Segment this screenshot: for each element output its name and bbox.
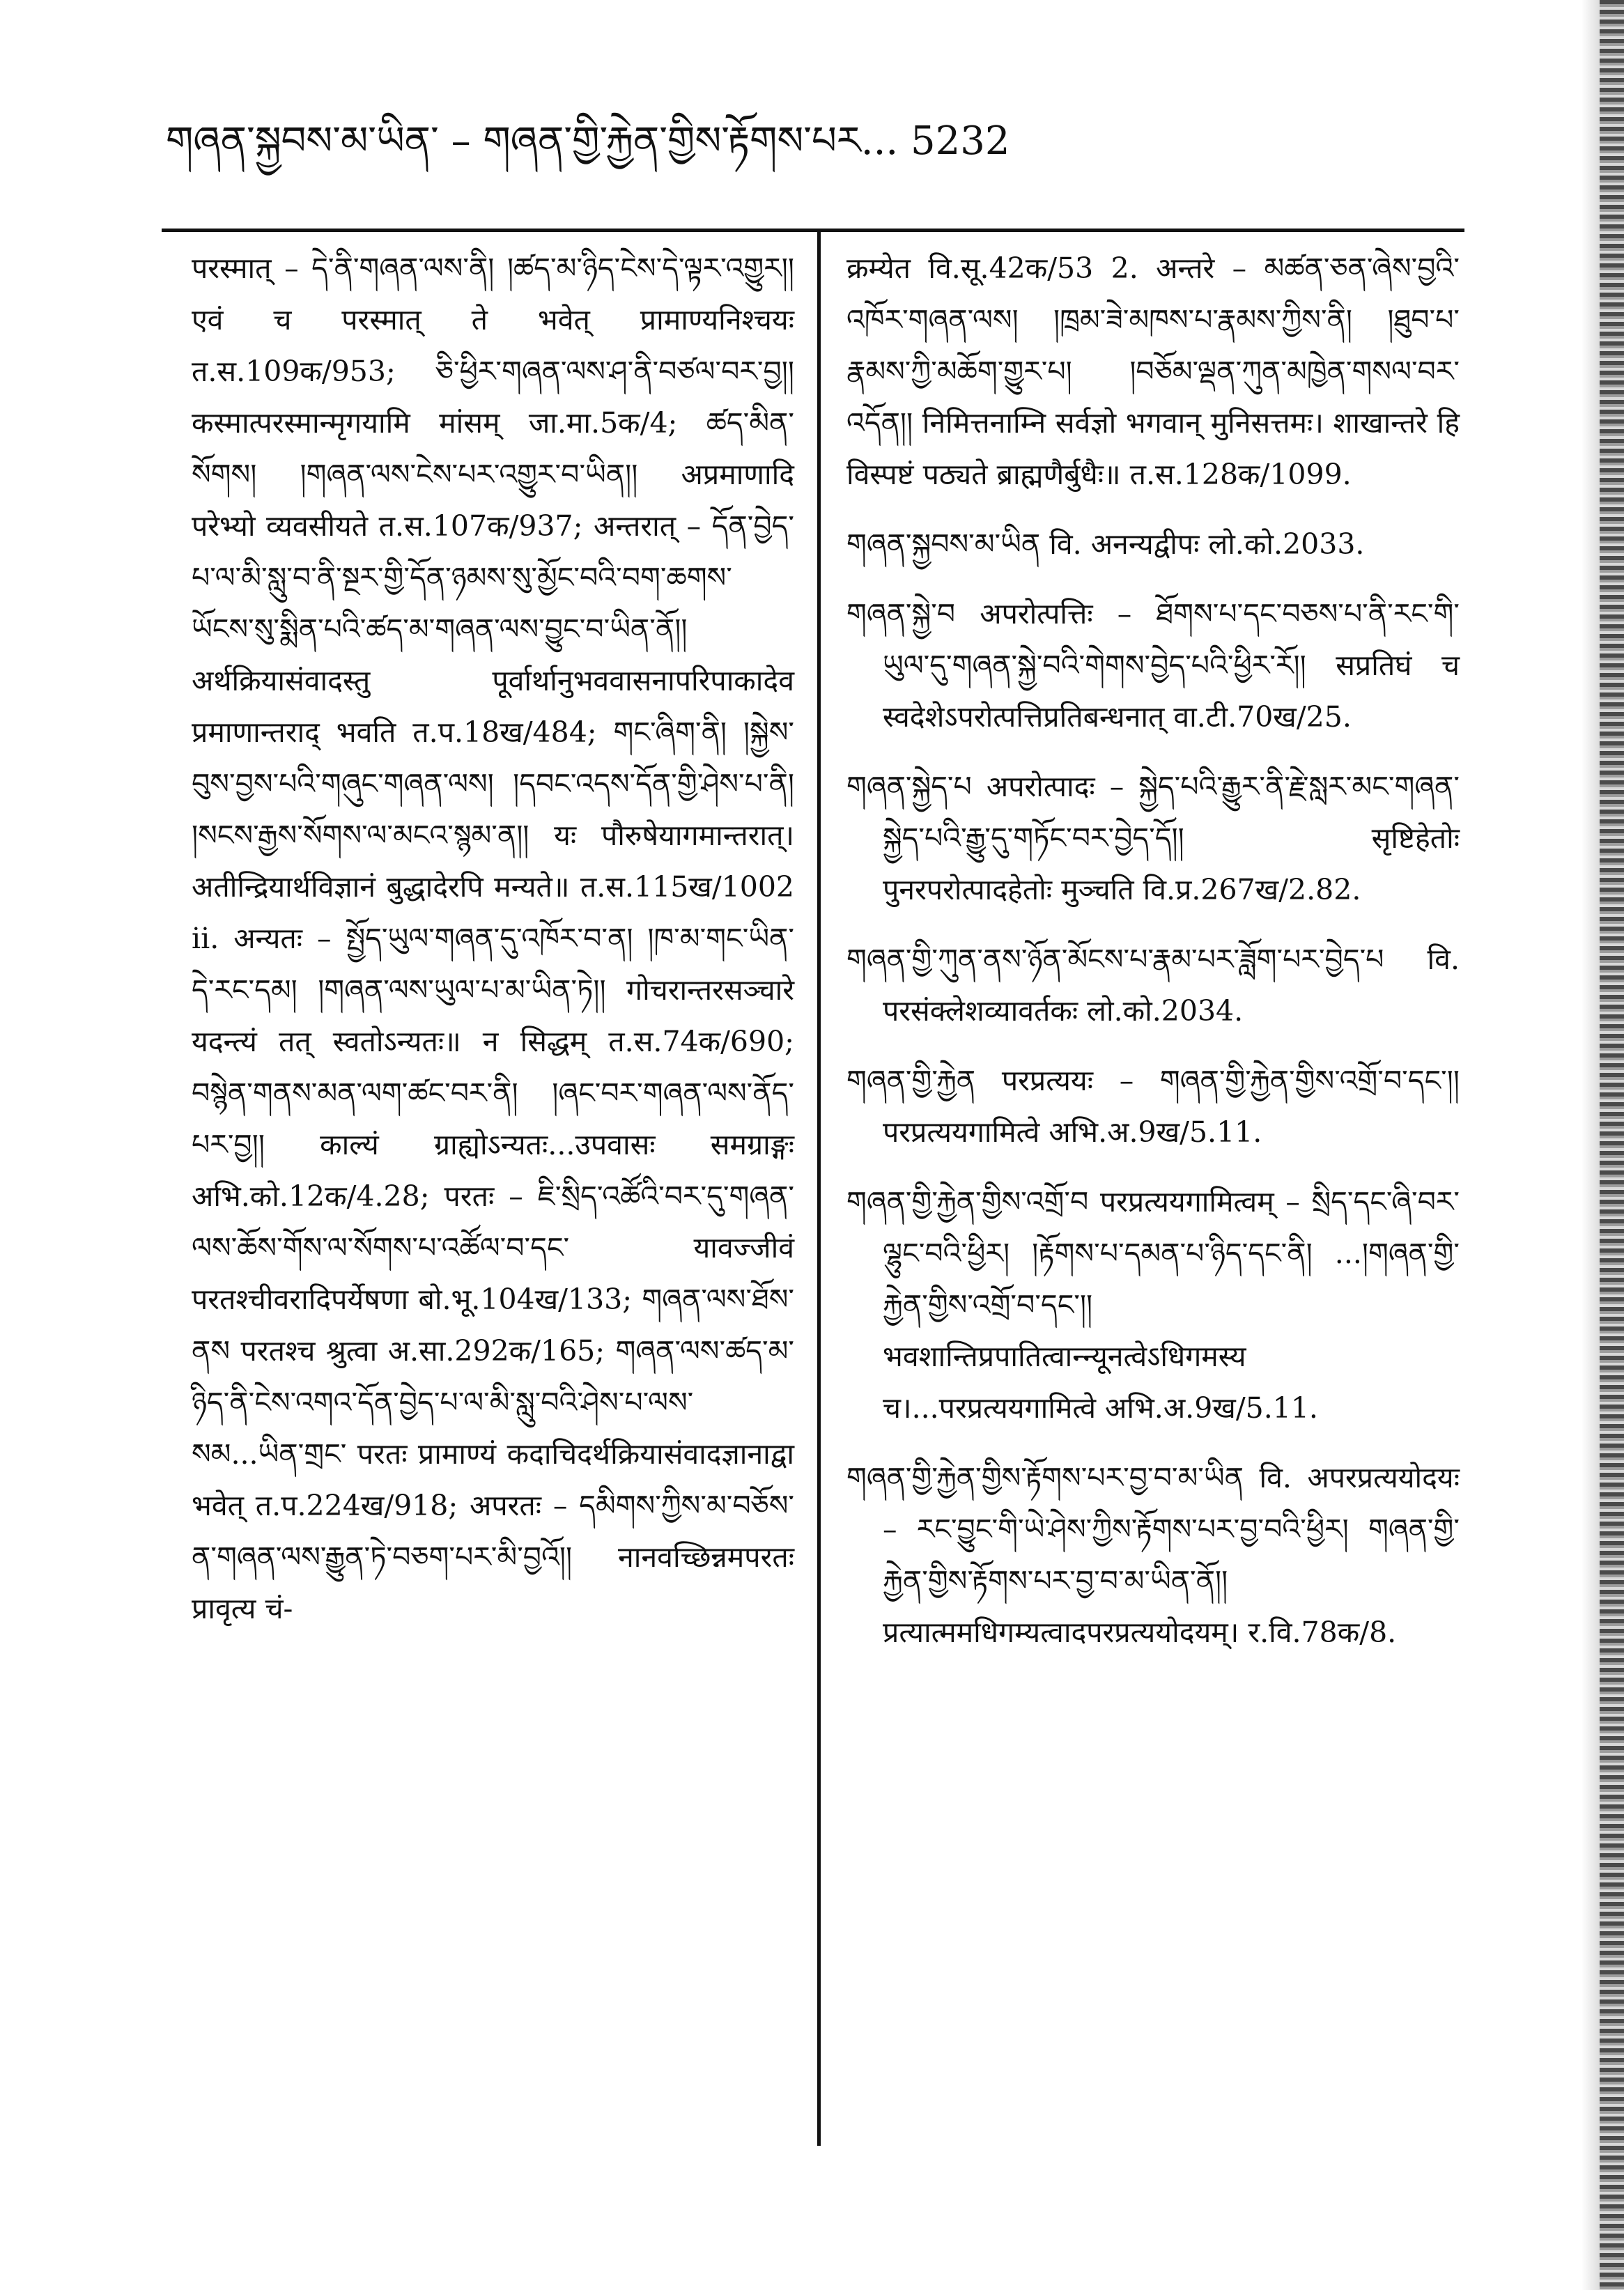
dictionary-entry: གཞན་གྱི་རྐྱེན་གྱིས་འགྲོ་བ परप्रत्ययगामित्वम् – སྲིད་དང་ཞི་བར་ལྷུང་བའི་ཕྱིར། །རྟོགས་པ་དམན་པ་ཉིད་དང་ནི། ...།གཞན་གྱི་རྐྱེན་གྱིས་འགྲོ་བ་དང་།། भवशान्तिप्रपातित्वान्न्यूनत्वेऽधिगमस्य च।...परप्रत्ययगामित्वे अभि.अ.9ख/5.11. — [846, 1185, 1460, 1425]
running-head: གཞན་སྐྱབས་མ་ཡིན་ – གཞན་གྱི་རྐྱེན་གྱིས་རྟོགས་པར... 5232 — [166, 118, 1010, 164]
left-column — [192, 242, 794, 1653]
dictionary-entry: གཞན་སྐྱེད་པ अपरोत्पादः – སྐྱེད་པའི་རྒྱུར་ནི་རྗེ་སླར་མང་གཞན་སྐྱེད་པའི་རྒྱུ་དུ་གཏོང་བར་བྱེད་དོ།། सृष्टिहेतोः पुनरपरोत्पादहेतोः मुञ्चति वि.प्र.267ख/2.82. — [846, 770, 1460, 906]
scan-edge-shadow — [1582, 0, 1600, 2290]
dictionary-entry: क्रम्येत वि.सू.42क/53 2. अन्तरे – མཚན་ཅན་ཞེས་བྱའི་འཁོར་གཞན་ལས། །ཁྲམ་ཟེ་མཁས་པ་རྣམས་ཀྱིས་ནི། །ཐུབ་པ་རྣམས་ཀྱི་མཆོག་གྱུར་པ། །བཅོམ་ལྡན་ཀུན་མཁྱེན་གསལ་བར་འདོན།། निमित्तनाम्नि सर्वज्ञो भगवान् मुनिसत्तमः। शाखान्तरे हि विस्पष्टं पठ्यते ब्राह्मणैर्बुधैः॥ त.स.128क/1099. — [846, 252, 1460, 491]
scan-edge — [1600, 0, 1624, 2290]
dictionary-entry: གཞན་གྱི་རྐྱེན་གྱིས་རྟོགས་པར་བྱ་བ་མ་ཡིན वि. अपरप्रत्ययोदयः – རང་བྱུང་གི་ཡེ་ཤེས་ཀྱིས་རྟོགས་པར་བྱ་བའི་ཕྱིར། གཞན་གྱི་རྐྱེན་གྱིས་རྟོགས་པར་བྱ་བ་མ་ཡིན་ནོ།། प्रत्यात्ममधिगम्यत्वादपरप्रत्ययोदयम्। र.वि.78क/8. — [846, 1461, 1460, 1649]
column-divider — [817, 230, 821, 2146]
dictionary-entry: परस्मात् – དེ་ནི་གཞན་ལས་ནི། །ཚད་མ་ཉིད་ངེས་དེ་ལྟར་འགྱུར།། एवं च परस्मात् ते भवेत् प्रामाण्यनिश्चयः त.स.109क/953; ཅི་ཕྱིར་གཞན་ལས་ཤ་ནི་བཙལ་བར་བྱ།། कस्मात्परस्मान्मृगयामि मांसम् जा.मा.5क/4; ཚད་མིན་སོགས། །གཞན་ལས་ངེས་པར་འགྱུར་བ་ཡིན།། अप्रमाणादि परेभ्यो व्यवसीयते त.स.107क/937; अन्तरात् – དོན་བྱེད་པ་ལ་མི་སླུ་བ་ནི་སྔར་གྱི་དོན་ཉམས་སུ་མྱོང་བའི་བག་ཆགས་ཡོངས་སུ་སྨིན་པའི་ཚད་མ་གཞན་ལས་བྱུང་བ་ཡིན་ནོ།། अर्थक्रियासंवादस्तु पूर्वार्थानुभववासनापरिपाकादेव प्रमाणान्तराद् भवति त.प.18ख/484; གང་ཞིག་ནི། །སྐྱེས་བུས་བྱས་པའི་གཞུང་གཞན་ལས། །དབང་འདས་དོན་གྱི་ཤེས་པ་ནི། །སངས་རྒྱས་སོགས་ལ་མངའ་སྙམ་ན།། यः पौरुषेयागमान्तरात्। अतीन्द्रियार्थविज्ञानं बुद्धादेरपि मन्यते॥ त.स.115ख/1002 ii. अन्यतः – སྤྱོད་ཡུལ་གཞན་དུ་འཁོར་བ་ན། །ཁ་མ་གང་ཡིན་དེ་རང་དམ། །གཞན་ལས་ཡུལ་པ་མ་ཡིན་ཏེ།། गोचरान्तरसञ्चारे यदन्त्यं तत् स्वतोऽन्यतः॥ न सिद्धम् त.स.74क/690; བསྙེན་གནས་མན་ལག་ཚང་བར་ནི། །ཞང་བར་གཞན་ལས་ནོད་པར་བྱ།། काल्यं ग्राह्योऽन्यतः...उपवासः समग्राङ्गः अभि.को.12क/4.28; परतः – ཇི་སྲིད་འཚོའི་བར་དུ་གཞན་ལས་ཆོས་གོས་ལ་སོགས་པ་འཚོལ་བ་དང་ यावज्जीवं परतश्चीवरादिपर्येषणा बो.भू.104ख/133; གཞན་ལས་ཐོས་ནས परतश्च श्रुत्वा अ.सा.292क/165; གཞན་ལས་ཚད་མ་ཉིད་ནི་ངེས་འགའ་དོན་བྱེད་པ་ལ་མི་སླུ་བའི་ཤེས་པ་ལས་སམ...ཡིན་གྲང་ परतः प्रामाण्यं कदाचिदर्थक्रियासंवादज्ञानाद्वा भवेत् त.प.224ख/918; अपरतः – དམིགས་ཀྱིས་མ་བཅོས་ན་གཞན་ལས་རྒྱུན་ཏེ་བཅག་པར་མི་བྱའོ།། नानवच्छिन्नमपरतः प्रावृत्य चं- — [192, 252, 794, 1625]
dictionary-entry: གཞན་སྐྱེ་བ अपरोत्पत्तिः – ཐོགས་པ་དང་བཅས་པ་ནི་རང་གི་ཡུལ་དུ་གཞན་སྐྱེ་བའི་གེགས་བྱེད་པའི་ཕྱིར་རོ།། सप्रतिघं च स्वदेशेऽपरोत्पत्तिप्रतिबन्धनात् वा.टी.70ख/25. — [846, 597, 1460, 734]
right-column — [846, 242, 1460, 1676]
dictionary-entry: གཞན་སྐྱབས་མ་ཡིན वि. अनन्यद्वीपः लो.को.2033. — [846, 527, 1365, 561]
dictionary-entry: གཞན་གྱི་ཀུན་ནས་ཉོན་མོངས་པ་རྣམ་པར་ཟློག་པར་བྱེད་པ वि. परसंक्लेशव्यावर्तकः लो.को.2034. — [846, 943, 1460, 1028]
header-rule — [162, 229, 1464, 232]
dictionary-entry: གཞན་གྱི་རྐྱེན परप्रत्ययः – གཞན་གྱི་རྐྱེན་གྱིས་འགྲོ་བ་དང་།། परप्रत्ययगामित्वे अभि.अ.9ख/5.11. — [846, 1064, 1460, 1149]
